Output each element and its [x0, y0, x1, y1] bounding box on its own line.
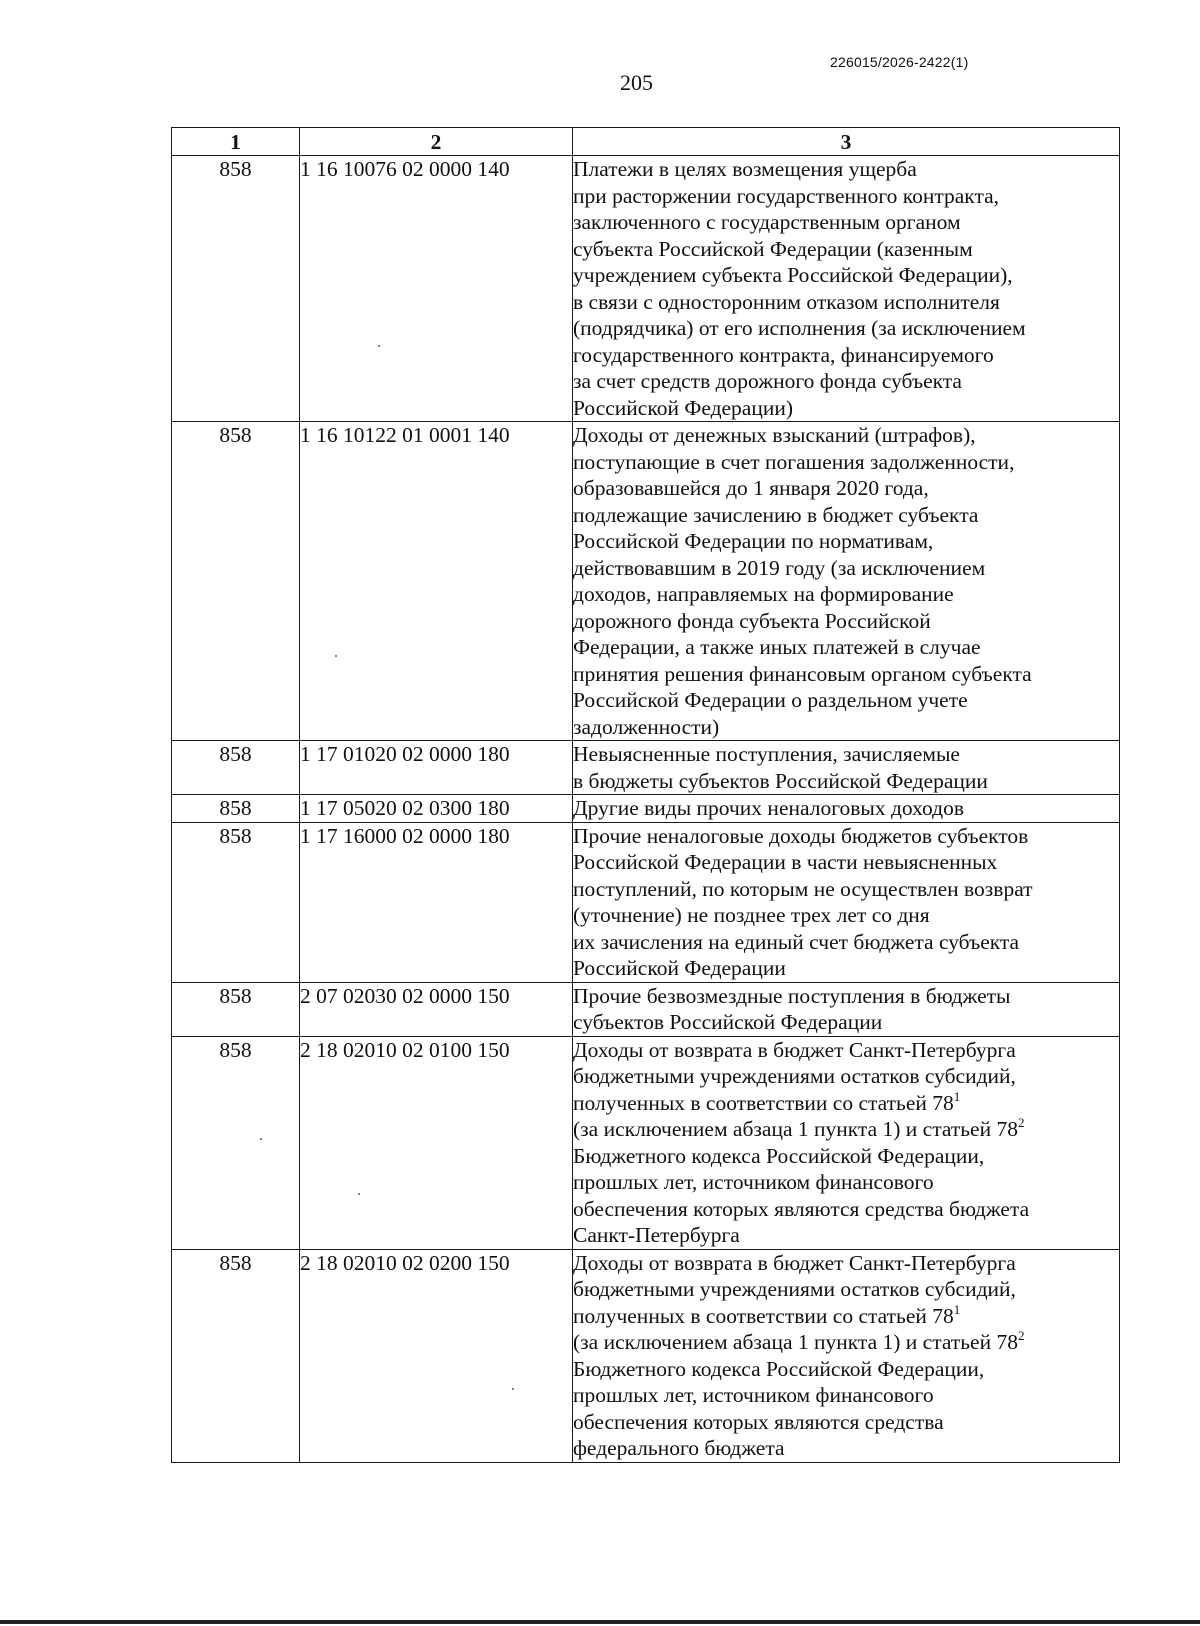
page-number: 205 [620, 70, 653, 95]
description-line: Российской Федерации о раздельном учете [573, 688, 968, 712]
scan-speck [512, 1388, 514, 1390]
description-line: бюджетными учреждениями остатков субсидий, [573, 1064, 1016, 1088]
scan-speck [335, 655, 337, 657]
admin-code-cell: 858 [172, 982, 300, 1036]
description-line: дорожного фонда субъекта Российской [573, 608, 931, 633]
admin-code-cell: 858 [172, 1249, 300, 1462]
scan-speck [358, 1193, 360, 1195]
description-line: Прочие безвозмездные поступления в бюджеты [573, 983, 1011, 1008]
description-line: Бюджетного кодекса Российской Федерации, [573, 1356, 985, 1381]
description-line: (за исключением абзаца 1 пункта 1) и статьей $78^2$ [573, 1328, 1025, 1354]
description-line: Другие виды прочих неналоговых доходов [573, 796, 965, 820]
admin-code-cell: 858 [172, 822, 300, 982]
admin-code-cell: 858 [172, 156, 300, 422]
admin-code-cell: 858 [172, 741, 300, 795]
table-row [172, 795, 1120, 823]
revenue-description-cell [573, 156, 1120, 422]
table-row [172, 1249, 1120, 1462]
table-row [172, 1036, 1120, 1249]
admin-code-cell: 858 [172, 1036, 300, 1249]
description-line: обеспечения которых являются средства [573, 1409, 944, 1434]
description-line: Доходы от возврата в бюджет Санкт-Петербурга [573, 1250, 1016, 1275]
description-line: принятия решения финансовым органом субъекта [573, 661, 1032, 686]
description-line: федерального бюджета [573, 1436, 785, 1460]
description-line: Прочие неналоговые доходы бюджетов субъектов [573, 823, 1029, 848]
description-line: государственного контракта, финансируемого [573, 342, 994, 367]
description-line: прошлых лет, источником финансового [573, 1170, 934, 1194]
description-line: образовавшейся до 1 января 2020 года, [573, 476, 929, 500]
budget-classification-code-cell: 2 18 02010 02 0100 150 [300, 1036, 573, 1249]
revenue-description-cell [573, 741, 1120, 795]
description-line: Федерации, а также иных платежей в случае [573, 635, 981, 659]
description-line: Платежи в целях возмещения ущерба [573, 157, 917, 181]
footnote-superscript: 2 [1017, 1328, 1025, 1343]
footnote-superscript: 1 [953, 1301, 961, 1317]
description-line: заключенного с государственным органом [573, 210, 961, 234]
table-body [172, 156, 1120, 1463]
description-line: Бюджетного кодекса Российской Федерации, [573, 1143, 985, 1168]
table-row [172, 422, 1120, 741]
description-line: поступающие в счет погашения задолженности, [573, 449, 1015, 474]
description-line: при расторжении государственного контракта, [573, 183, 1000, 208]
budget-classification-code-cell: 2 18 02010 02 0200 150 [300, 1249, 573, 1462]
description-line: полученных в соответствии со статьей $78^1$ [573, 1088, 961, 1115]
description-line: прошлых лет, источником финансового [573, 1383, 934, 1407]
description-line: субъекта Российской Федерации (казенным [573, 236, 973, 261]
revenue-description-cell [573, 795, 1120, 823]
budget-classification-code-cell: 1 17 05020 02 0300 180 [300, 795, 573, 823]
description-line: Российской Федерации в части невыясненных [573, 850, 998, 874]
revenue-description-cell [573, 422, 1120, 741]
description-line: полученных в соответствии со статьей $78^1$ [573, 1301, 961, 1328]
budget-classification-code-cell: 1 16 10076 02 0000 140 [300, 156, 573, 422]
description-line: в связи с односторонним отказом исполнителя [573, 289, 1000, 314]
table-row [172, 822, 1120, 982]
revenue-description-cell [573, 1036, 1120, 1249]
revenue-description-cell [573, 982, 1120, 1036]
table-row [172, 156, 1120, 422]
description-line: Российской Федерации по нормативам, [573, 529, 934, 553]
description-line: задолженности) [573, 714, 720, 739]
revenue-description-cell [573, 822, 1120, 982]
column-header-3: 3 [573, 128, 1120, 156]
scan-speck [260, 1138, 262, 1140]
description-line: бюджетными учреждениями остатков субсидий, [573, 1277, 1016, 1301]
description-line: (подрядчика) от его исполнения (за исключением [573, 316, 1026, 340]
budget-classification-code-cell: 1 16 10122 01 0001 140 [300, 422, 573, 741]
table-row [172, 982, 1120, 1036]
budget-classification-code-cell: 1 17 16000 02 0000 180 [300, 822, 573, 982]
footnote-superscript: 1 [953, 1088, 961, 1104]
budget-classification-code-cell: 2 07 02030 02 0000 150 [300, 982, 573, 1036]
admin-code-cell: 858 [172, 422, 300, 741]
budget-classification-code-cell: 1 17 01020 02 0000 180 [300, 741, 573, 795]
description-line: Невыясненные поступления, зачисляемые [573, 742, 960, 766]
description-line: подлежащие зачислению в бюджет субъекта [573, 502, 979, 527]
revenue-codes-table [171, 127, 1120, 1463]
description-line: их зачисления на единый счет бюджета субъекта [573, 929, 1020, 954]
description-line: субъектов Российской Федерации [573, 1010, 883, 1034]
description-line: действовавшим в 2019 году (за исключением [573, 555, 986, 580]
description-line: Российской Федерации) [573, 395, 794, 420]
description-line: обеспечения которых являются средства бюджета [573, 1196, 1030, 1221]
description-line: за счет средств дорожного фонда субъекта [573, 369, 962, 393]
scan-bottom-edge [0, 1620, 1200, 1624]
document-id: 226015/2026-2422(1) [830, 54, 969, 70]
description-line: Доходы от возврата в бюджет Санкт-Петербурга [573, 1037, 1016, 1062]
description-line: доходов, направляемых на формирование [573, 582, 954, 606]
table-header-row [172, 128, 1120, 156]
description-line: Санкт-Петербурга [573, 1223, 740, 1247]
column-header-2: 2 [300, 128, 573, 156]
description-line: учреждением субъекта Российской Федерации), [573, 263, 1013, 287]
admin-code-cell: 858 [172, 795, 300, 823]
footnote-superscript: 2 [1017, 1115, 1025, 1130]
description-line: Доходы от денежных взысканий (штрафов), [573, 423, 976, 447]
description-line: поступлений, по которым не осуществлен возврат [573, 876, 1033, 901]
revenue-description-cell [573, 1249, 1120, 1462]
description-line: в бюджеты субъектов Российской Федерации [573, 768, 988, 793]
description-line: (за исключением абзаца 1 пункта 1) и статьей $78^2$ [573, 1115, 1025, 1141]
column-header-1: 1 [172, 128, 300, 156]
scan-speck [378, 345, 380, 347]
description-line: (уточнение) не позднее трех лет со дня [573, 903, 930, 927]
table-row [172, 741, 1120, 795]
description-line: Российской Федерации [573, 956, 786, 980]
